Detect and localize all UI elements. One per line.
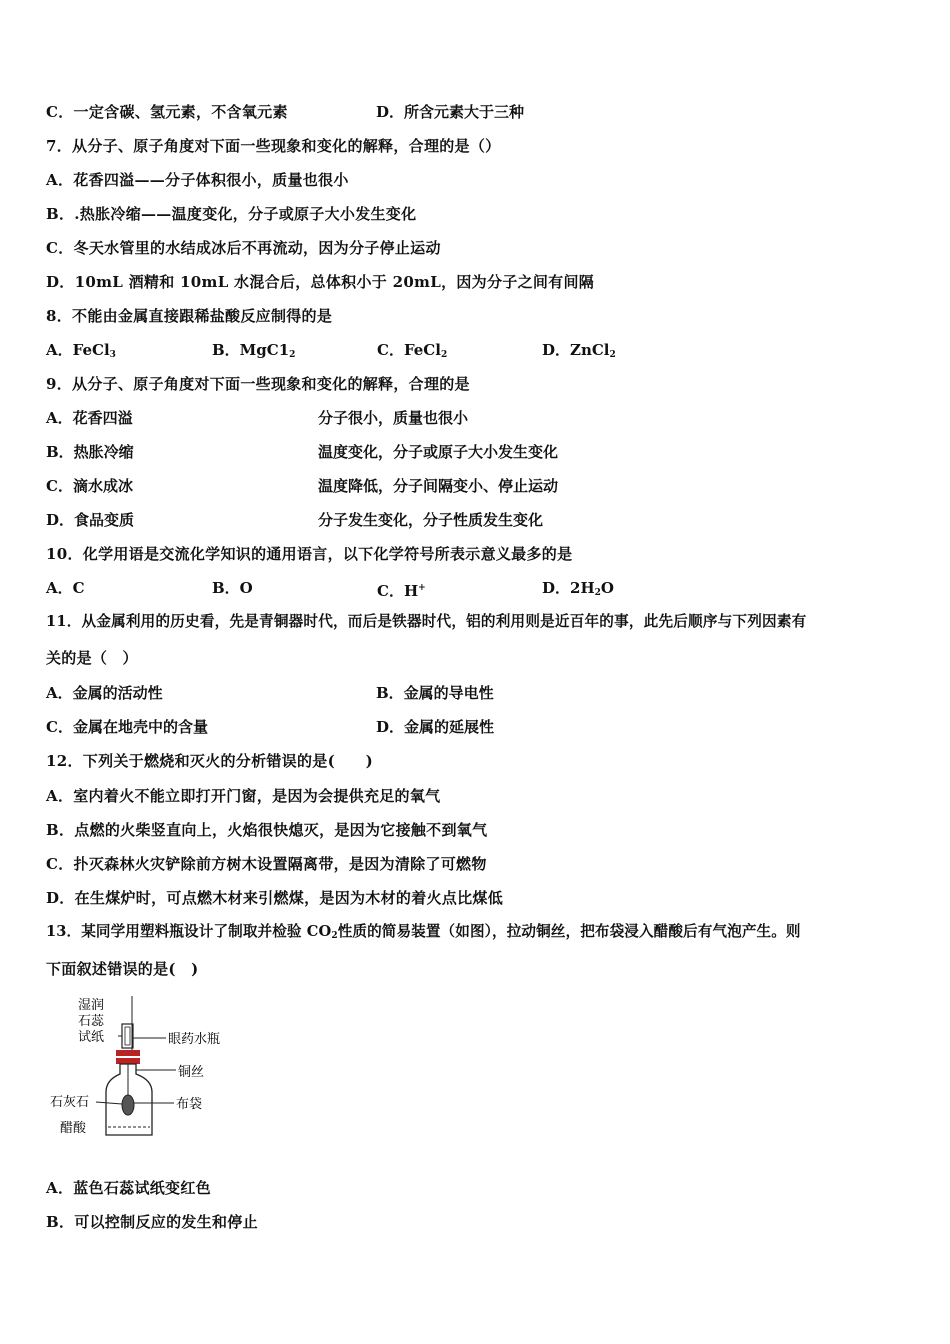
q11-option-a: A．金属的活动性 [46,684,163,702]
q13-option-a: A．蓝色石蕊试纸变红色 [46,1179,211,1197]
cap-band-bottom [116,1058,140,1064]
label-eyedrop-bottle: 眼药水瓶 [168,1032,221,1047]
q8-stem: 8．不能由金属直接跟稀盐酸反应制得的是 [46,307,333,325]
q7-option-c: C．冬天水管里的水结成冰后不再流动，因为分子停止运动 [46,239,441,257]
leader-stone [96,1102,122,1104]
q8-option-a: A．FeCl$_3$ [46,341,116,360]
label-copper-wire: 铜丝 [178,1065,205,1080]
q9-row-b-left: B．热胀冷缩 [46,443,134,461]
q9-row-c-left: C．滴水成冰 [46,477,133,495]
label-litmus: 石蕊 [78,1014,105,1029]
q7-option-d: D．10mL 酒精和 10mL 水混合后，总体积小于 20mL，因为分子之间有间隔 [46,273,595,291]
q9-row-a-left: A．花香四溢 [46,409,133,427]
apparatus-diagram [46,992,246,1142]
q11-stem-line2: 关的是（ ） [46,649,138,667]
q8-option-b: B．$MgC1_2$ [212,341,296,360]
q10-option-c: C．H+ [377,582,426,600]
q13-stem-line2: 下面叙述错误的是( ) [46,960,199,978]
q12-option-a: A．室内着火不能立即打开门窗，是因为会提供充足的氧气 [46,787,441,805]
q12-stem: 12．下列关于燃烧和灭火的分析错误的是( ) [46,752,373,770]
cap-band-top [116,1050,140,1056]
litmus-paper-holder [122,996,133,1052]
q8-option-d: D．ZnCl$_2$ [542,341,616,360]
q6-option-c: C．一定含碳、氢元素，不含氧元素 [46,103,288,121]
q8-option-c: C．FeCl$_2$ [377,341,448,360]
label-cloth-bag: 布袋 [176,1097,203,1112]
q9-row-c-right: 温度降低，分子间隔变小、停止运动 [318,477,559,495]
q10-option-b: B．O [212,579,253,597]
q6-option-d: D．所含元素大于三种 [376,103,525,121]
q11-option-b: B．金属的导电性 [376,684,494,702]
cloth-bag-limestone [122,1095,134,1115]
label-acetic-acid: 醋酸 [60,1121,87,1136]
q12-option-c: C．扑灭森林火灾铲除前方树木设置隔离带，是因为清除了可燃物 [46,855,487,873]
q7-option-b: B．.热胀冷缩——温度变化，分子或原子大小发生变化 [46,205,417,223]
q9-stem: 9．从分子、原子角度对下面一些现象和变化的解释，合理的是 [46,375,470,393]
q13-option-b: B．可以控制反应的发生和停止 [46,1213,258,1231]
co2-apparatus-figure [46,992,246,1142]
q10-option-d: D．$2H_2O$ [542,579,614,598]
q12-option-d: D．在生煤炉时，可点燃木材来引燃煤，是因为木材的着火点比煤低 [46,889,504,907]
label-paper: 试纸 [78,1030,105,1045]
q7-stem: 7．从分子、原子角度对下面一些现象和变化的解释，合理的是（） [46,137,501,155]
q11-option-c: C．金属在地壳中的含量 [46,718,208,736]
q10-stem: 10．化学用语是交流化学知识的通用语言，以下化学符号所表示意义最多的是 [46,545,573,563]
q9-row-d-right: 分子发生变化，分子性质发生变化 [318,511,544,529]
q9-row-b-right: 温度变化，分子或原子大小发生变化 [318,443,559,461]
q11-stem-line1: 11．从金属利用的历史看，先是青铜器时代，而后是铁器时代，铝的利用则是近百年的事，此先后顺序与下列因素有 [46,613,807,630]
q9-row-d-left: D．食品变质 [46,511,135,529]
label-moist: 湿润 [78,998,105,1013]
q11-option-d: D．金属的延展性 [376,718,495,736]
q13-stem-line1: 13．某同学用塑料瓶设计了制取并检验 $CO_2$性质的简易装置（如图），拉动铜丝，把布袋浸入醋酸后有气泡产生。则 [46,923,801,941]
q10-option-a: A．C [46,579,85,597]
q12-option-b: B．点燃的火柴竖直向上，火焰很快熄灭，是因为它接触不到氧气 [46,821,488,839]
label-limestone: 石灰石 [50,1095,90,1110]
q7-option-a: A．花香四溢——分子体积很小，质量也很小 [46,171,349,189]
q9-row-a-right: 分子很小，质量也很小 [318,409,469,427]
